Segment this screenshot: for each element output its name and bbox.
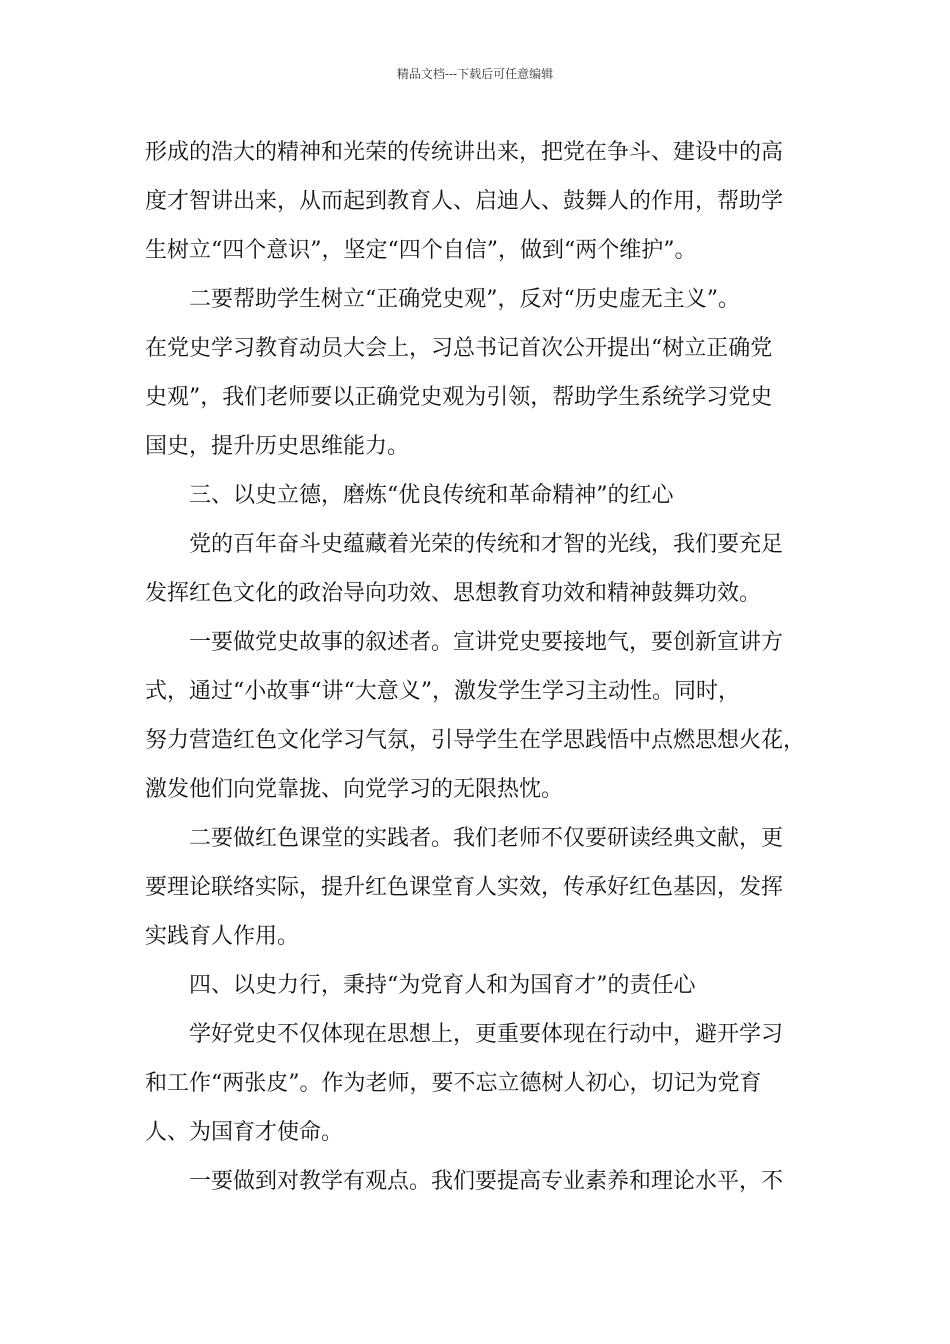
text-line: 激发他们向党靠拢、向党学习的无限热忱。 <box>145 777 564 802</box>
text-line: 国史，提升历史思维能力。 <box>145 434 410 459</box>
text-line: 发挥红色文化的政治导向功效、思想教育功效和精神鼓舞功效。 <box>145 581 762 606</box>
text-line: 和工作“两张皮”。作为老师，要不忘立德树人初心，切记为党育 <box>145 1071 762 1096</box>
page-header: 精品文档---下载后可任意编辑 <box>396 67 554 81</box>
section-heading: 四、以史力行，秉持“为党育人和为国育才”的责任心 <box>189 973 696 998</box>
text-line: 学好党史不仅体现在思想上，更重要体现在行动中，避开学习 <box>189 1022 784 1047</box>
section-heading: 三、以史立德，磨炼“优良传统和革命精神”的红心 <box>189 483 674 508</box>
text-line: 式，通过“小故事“讲“大意义”，激发学生学习主动性。同时， <box>145 679 740 704</box>
text-line: 生树立“四个意识”，坚定“四个自信”，做到“两个维护”。 <box>145 238 697 263</box>
text-line: 要理论联络实际，提升红色课堂育人实效，传承好红色基因，发挥 <box>145 875 784 900</box>
text-line: 努力营造红色文化学习气氛，引导学生在学思践悟中点燃思想火花， <box>145 728 806 753</box>
text-line: 在党史学习教育动员大会上，习总书记首次公开提出“树立正确党 <box>145 336 773 361</box>
text-line: 党的百年奋斗史蕴藏着光荣的传统和才智的光线，我们要充足 <box>189 532 784 557</box>
text-line: 一要做到对教学有观点。我们要提高专业素养和理论水平，不 <box>189 1169 784 1194</box>
text-line: 史观”，我们老师要以正确党史观为引领，帮助学生系统学习党史 <box>145 385 773 410</box>
text-line: 一要做党史故事的叙述者。宣讲党史要接地气，要创新宣讲方 <box>189 630 784 655</box>
text-line: 实践育人作用。 <box>145 924 300 949</box>
text-line: 人、为国育才使命。 <box>145 1120 344 1145</box>
text-line: 度才智讲出来，从而起到教育人、启迪人、鼓舞人的作用，帮助学 <box>145 189 784 214</box>
text-line: 二要帮助学生树立“正确党史观”，反对“历史虚无主义”。 <box>189 287 740 312</box>
text-line: 形成的浩大的精神和光荣的传统讲出来，把党在争斗、建设中的高 <box>145 140 784 165</box>
body-text <box>145 128 825 1206</box>
text-line: 二要做红色课堂的实践者。我们老师不仅要研读经典文献，更 <box>189 826 784 851</box>
